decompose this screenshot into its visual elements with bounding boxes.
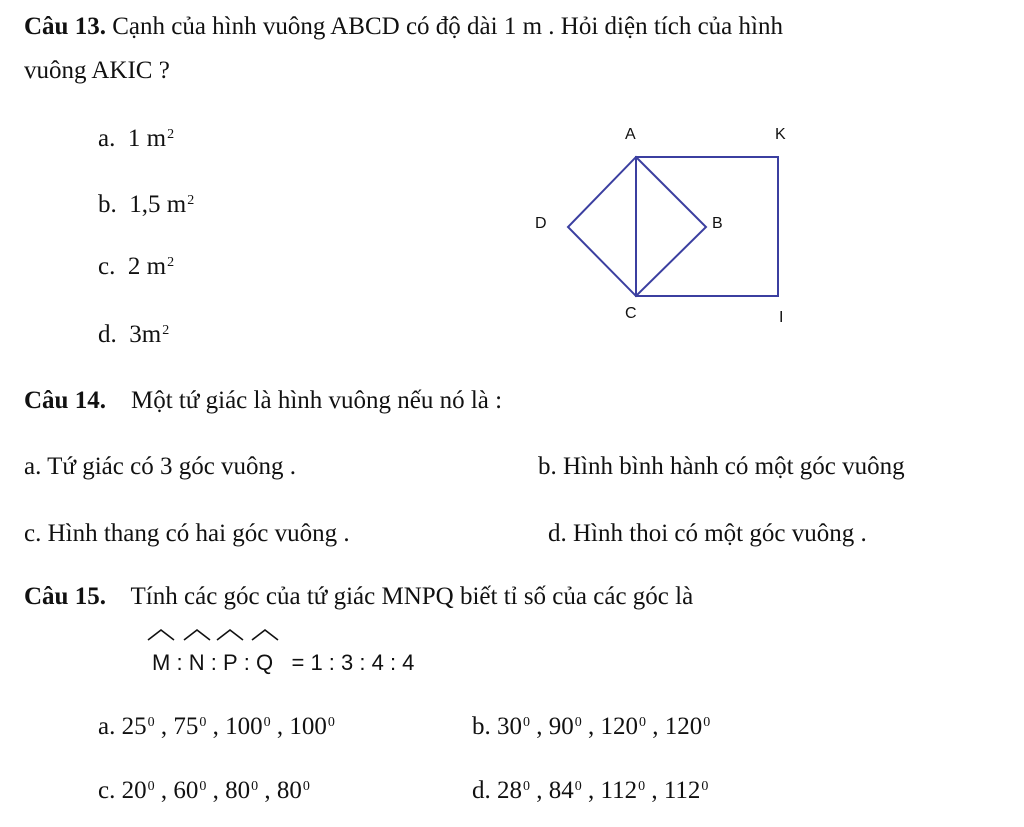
q14-option-b[interactable]: b. Hình bình hành có một góc vuông (538, 453, 905, 480)
ratio-sep: : (210, 650, 217, 675)
option-letter: d. (98, 321, 117, 348)
option-letter: b. (472, 713, 491, 740)
degree-mark: 0 (199, 715, 207, 730)
option-value: 1,5 m (129, 191, 187, 218)
degree-mark: 0 (327, 715, 335, 730)
degree-mark: 0 (302, 779, 310, 794)
q14-option-d[interactable]: d. Hình thoi có một góc vuông . (548, 520, 867, 547)
square-figure (520, 118, 810, 333)
q13-line1 (24, 12, 783, 42)
q14-option-a[interactable]: a. Tứ giác có 3 góc vuông . (24, 453, 297, 480)
degree-mark: 0 (147, 779, 155, 794)
q15-option-d[interactable]: d. $28^0$ , $84^0$ , $112^0$ , $112^0$ (472, 777, 709, 804)
q13-number: Câu 13. (24, 13, 106, 40)
degree-mark: 0 (523, 779, 530, 794)
label-b: B (712, 215, 723, 232)
q15-option-b[interactable]: b. $30^0$ , $90^0$ , $120^0$ , $120^0$ (472, 713, 711, 740)
exponent: 2 (187, 193, 195, 208)
exponent: 2 (162, 323, 170, 338)
figure-lines (568, 157, 778, 296)
degree-mark: 0 (251, 779, 259, 794)
option-value: 1 m (127, 125, 167, 152)
q15-option-c[interactable]: c. $20^0$ , $60^0$ , $80^0$ , $80^0$ (98, 777, 310, 804)
q13-text-line2: vuông AKIC ? (24, 57, 170, 84)
option-letter: c. (98, 777, 116, 804)
angle-n: N (189, 648, 205, 678)
degree-mark: 0 (574, 779, 582, 794)
degree-mark: 0 (199, 779, 207, 794)
hat-icon (146, 628, 176, 642)
angle-m: M (152, 648, 170, 678)
q14-header (24, 386, 502, 416)
label-c: C (625, 305, 637, 322)
label-d: D (535, 215, 547, 232)
q15-option-a[interactable]: a. $25^0$ , $75^0$ , $100^0$ , $100^0$ (98, 713, 335, 740)
degree-mark: 0 (639, 715, 646, 730)
q15-text: Tính các góc của tứ giác MNPQ biết tỉ số của các góc là (130, 583, 694, 610)
degree-mark: 0 (701, 779, 709, 794)
q15-ratio (152, 648, 414, 678)
label-k: K (775, 126, 786, 143)
q13-option-b[interactable] (98, 190, 194, 220)
q13-option-d[interactable] (98, 320, 169, 350)
option-letter: a. (98, 125, 116, 152)
degree-mark: 0 (703, 715, 711, 730)
q13-text-line1: Cạnh của hình vuông ABCD có độ dài 1 m . Hỏi diện tích của hình (112, 13, 783, 40)
degree-mark: 0 (263, 715, 271, 730)
angle-p: P (223, 648, 238, 678)
option-letter: c. (98, 253, 116, 280)
q15-number: Câu 15. (24, 583, 106, 610)
ratio-sep: : (243, 650, 250, 675)
option-value: 2 m (127, 253, 167, 280)
exponent: 2 (167, 127, 175, 142)
q13-option-a[interactable] (98, 124, 174, 154)
degree-mark: 0 (147, 715, 155, 730)
q15-header (24, 582, 693, 612)
degree-mark: 0 (523, 715, 530, 730)
ratio-rhs: = 1 : 3 : 4 : 4 (291, 650, 415, 675)
angle-q: Q (256, 648, 273, 678)
option-letter: b. (98, 191, 117, 218)
q13-option-c[interactable] (98, 252, 174, 282)
label-i: I (779, 309, 784, 326)
exponent: 2 (167, 255, 175, 270)
degree-mark: 0 (638, 779, 646, 794)
option-value: 3m (129, 321, 162, 348)
option-letter: d. (472, 777, 491, 804)
hat-icon (250, 628, 280, 642)
q14-option-c[interactable]: c. Hình thang có hai góc vuông . (24, 520, 350, 547)
hat-icon (215, 628, 245, 642)
q14-text: Một tứ giác là hình vuông nếu nó là : (130, 387, 503, 414)
degree-mark: 0 (574, 715, 582, 730)
label-a: A (625, 126, 636, 143)
hat-icon (182, 628, 212, 642)
option-letter: a. (98, 713, 116, 740)
q14-number: Câu 14. (24, 387, 106, 414)
ratio-sep: : (176, 650, 183, 675)
